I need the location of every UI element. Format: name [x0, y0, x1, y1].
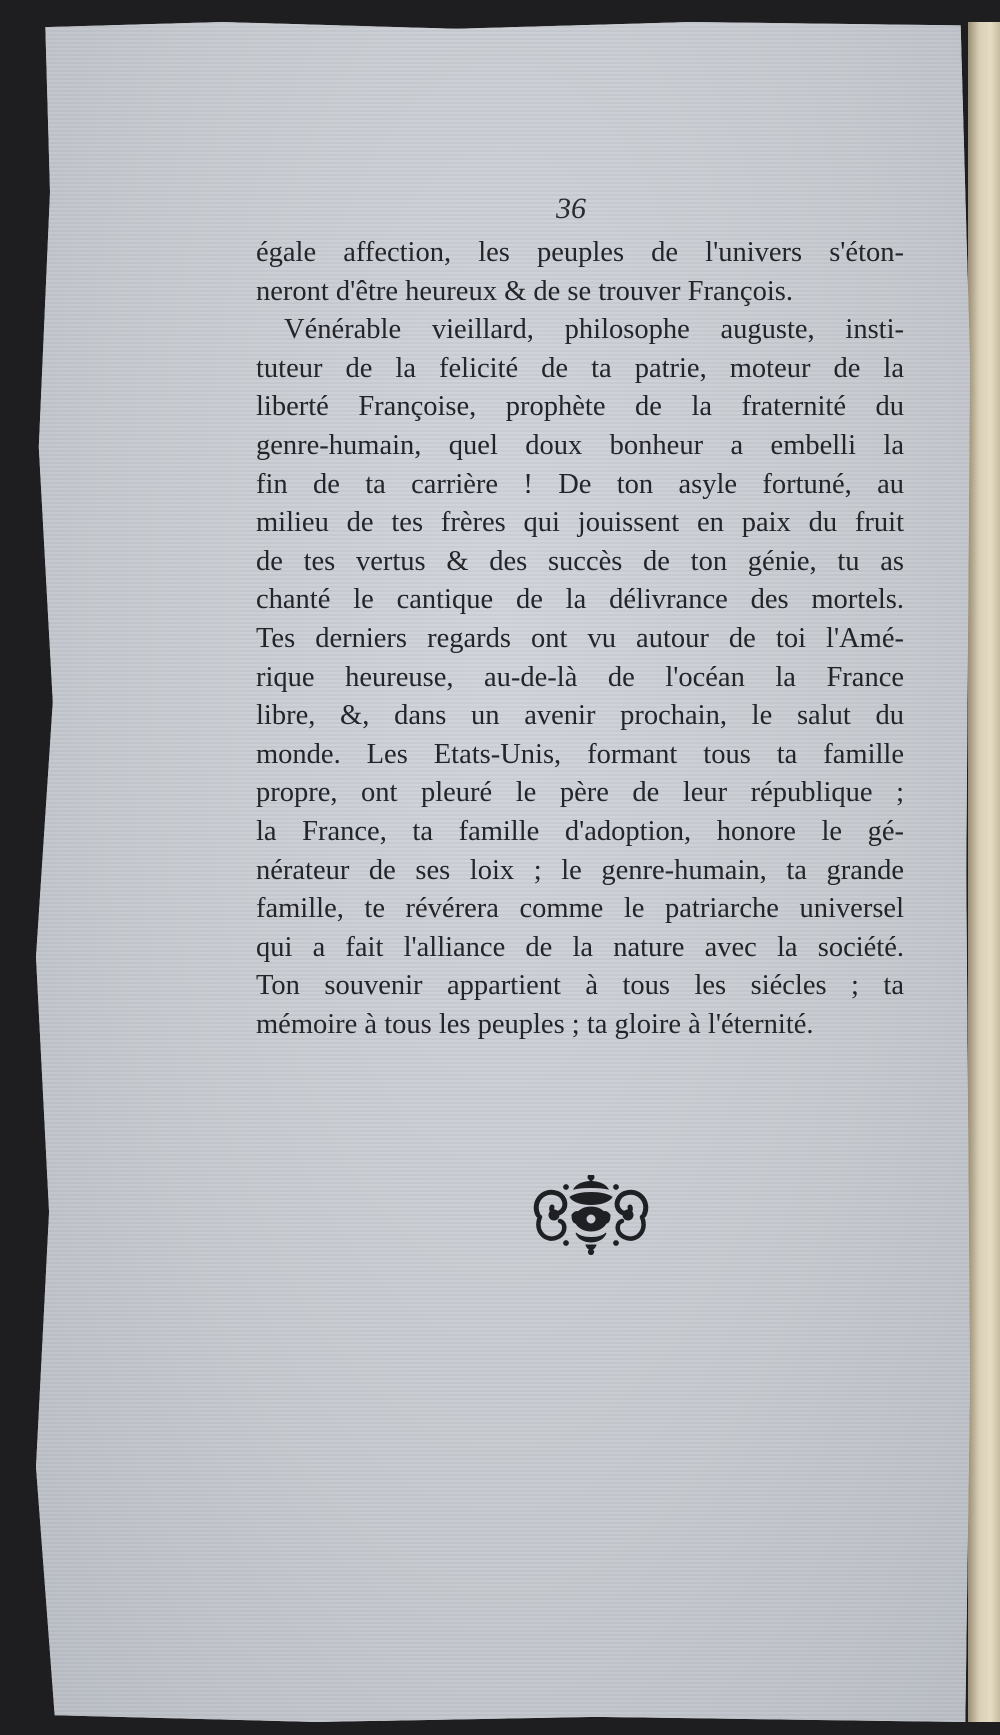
text-line: fin de ta carrière ! De ton asyle fortuné, au [256, 468, 904, 500]
text-line: Ton souvenir appartient à tous les siécles ; ta [256, 970, 904, 1002]
printers-fleuron-ornament [530, 1175, 652, 1255]
text-line: de tes vertus & des succès de ton génie, tu as [256, 545, 904, 577]
text-line: chanté le cantique de la délivrance des mortels. [256, 584, 904, 616]
body-text [256, 234, 904, 1044]
text-line: genre-humain, quel doux bonheur a embelli la [256, 429, 904, 461]
text-line: neront d'être heureux & de se trouver François. [256, 275, 793, 307]
text-line: tuteur de la felicité de ta patrie, moteur de la [256, 352, 904, 384]
text-line: propre, ont pleuré le père de leur république ; [256, 777, 904, 809]
facing-page-edge [968, 22, 1000, 1722]
text-line: Vénérable vieillard, philosophe auguste, insti- [284, 314, 904, 346]
text-line: égale affection, les peuples de l'univers s'éton- [256, 237, 904, 268]
text-line: rique heureuse, au-de-là de l'océan la France [256, 661, 904, 693]
text-line: Tes derniers regards ont vu autour de toi l'Amé- [256, 622, 904, 654]
text-line: mémoire à tous les peuples ; ta gloire à l'éternité. [256, 1008, 814, 1040]
text-line: milieu de tes frères qui jouissent en paix du fruit [256, 507, 904, 539]
text-line: liberté Françoise, prophète de la fraternité du [256, 391, 904, 423]
reverse-side-show-through [250, 1060, 890, 1098]
text-line: la France, ta famille d'adoption, honore le gé- [256, 815, 904, 847]
text-line: qui a fait l'alliance de la nature avec la société. [256, 931, 904, 963]
text-line: famille, te révérera comme le patriarche universel [256, 893, 904, 925]
text-line: monde. Les Etats-Unis, formant tous ta famille [256, 738, 904, 770]
text-line: nérateur de ses loix ; le genre-humain, ta grande [256, 854, 904, 886]
page-number: 36 [556, 192, 586, 225]
text-line: libre, &, dans un avenir prochain, le salut du [256, 700, 904, 732]
